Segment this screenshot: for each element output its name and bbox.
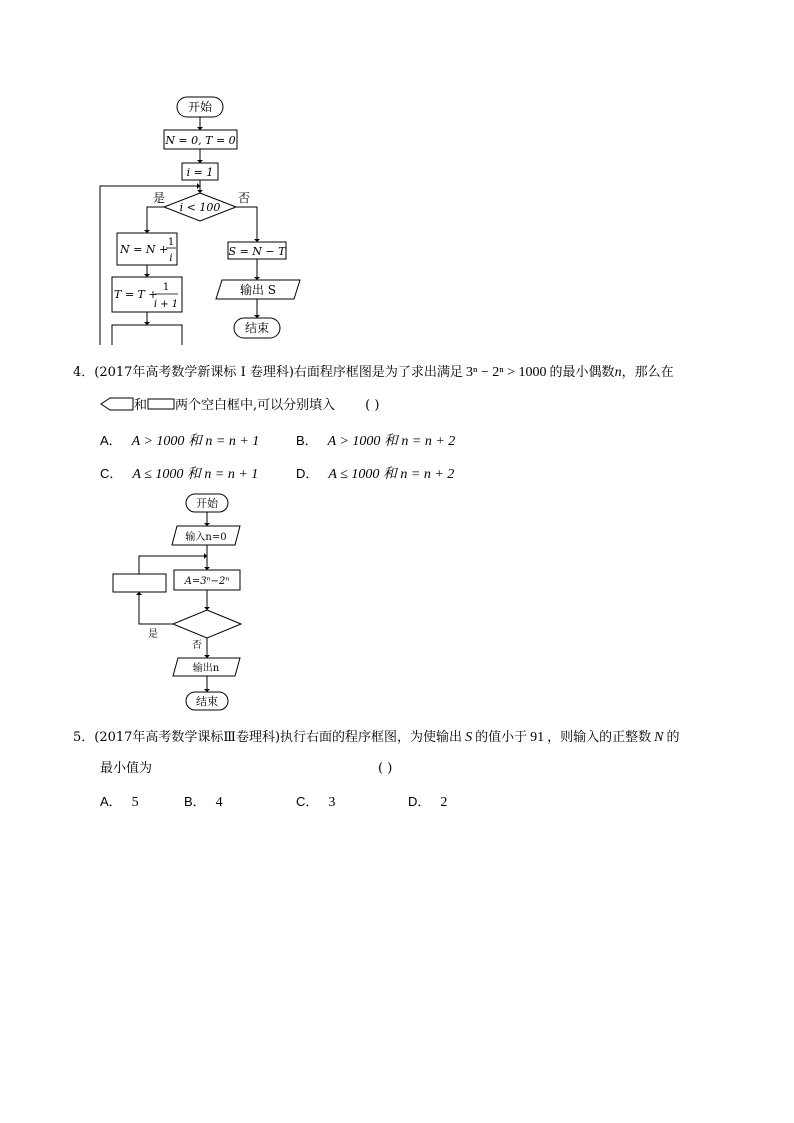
question-5-stem-d: 的 [666,730,680,745]
question-4-line2 [100,396,379,416]
flow2-no-label: 否 [192,640,202,651]
question-4-var-n: n [614,365,622,380]
question-5-number: 5． [73,730,95,745]
question-5-option-a[interactable]: A． 5 [100,794,139,810]
flow2-output-label: 输出n [192,663,220,674]
flow2-blank-box [113,574,166,592]
flow2-input-label: 输入n=0 [185,532,227,543]
question-5-option-d[interactable]: D． 2 [408,794,448,810]
question-4-number: 4． [73,365,95,380]
flow2-start-label: 开始 [196,497,218,510]
flow2-calc-label: A=3ⁿ−2ⁿ [184,576,230,587]
flow1-start-label: 开始 [187,100,213,114]
question-5-line1 [73,728,679,748]
question-5-source: (2017年高考数学课标Ⅲ卷理科) [94,730,281,745]
question-5-value: 91 [530,730,545,745]
flow1-t-frac-den: i + 1 [153,299,179,310]
flow1-no-label: 否 [238,191,251,205]
rectangle-shape-icon [147,398,175,410]
flow1-t-frac-num: 1 [162,282,170,293]
question-5-line2 [100,759,392,779]
question-4-source: (2017年高考数学新课标 I 卷理科) [94,365,294,380]
question-4-option-a[interactable]: A． A > 1000 和 n = n + 1 [100,433,260,449]
flowchart-2 [0,488,794,718]
flow1-n-frac-den: i [169,253,173,264]
question-4-option-c[interactable]: C． A ≤ 1000 和 n = n + 1 [100,466,259,482]
question-5-line2-text: 最小值为 [100,761,153,776]
question-5-paren: ( ) [378,761,393,776]
question-4-line2-b: 两个空白框中,可以分别填入 [175,398,336,413]
question-5-stem-b: 的值小于 [475,730,528,745]
flow1-n-update-label: N = N + [120,243,169,256]
question-4-condition: 3ⁿ − 2ⁿ > 1000 [465,365,547,380]
flow1-condition-label: i < 100 [179,201,221,214]
question-4-line2-a: 和 [134,398,148,413]
flowchart-1 [0,0,794,350]
flow1-end-label: 结束 [244,321,270,335]
question-5-stem-c: ，则输入的正整数 [547,730,652,745]
flow1-n-frac-num: 1 [167,237,175,248]
flow2-end-label: 结束 [196,695,218,708]
question-5-var-N: N [654,730,664,745]
question-5-option-b[interactable]: B． 4 [184,794,223,810]
question-4-stem-b: 的最小偶数 [549,365,615,380]
question-4-stem-c: ，那么在 [621,365,674,380]
question-4-line1 [73,363,674,383]
flow1-output-label: 输出 S [239,283,277,297]
flow1-i-init-label: i = 1 [186,166,214,179]
flow1-yes-label: 是 [153,191,166,205]
question-4-option-d[interactable]: D． A ≤ 1000 和 n = n + 2 [296,466,455,482]
question-5-var-s: S [465,730,473,745]
diamond-shape-icon [100,397,134,411]
flow1-init-label: N = 0, T = 0 [165,134,236,147]
question-5-stem-a: 执行右面的程序框图，为使输出 [280,730,463,745]
question-5-option-c[interactable]: C． 3 [296,794,336,810]
question-4-paren: ( ) [365,398,380,413]
flow2-yes-label: 是 [148,629,158,640]
flow1-s-calc-label: S = N − T [228,245,286,258]
flow1-t-update-label: T = T + [114,288,158,301]
question-4-option-b[interactable]: B． A > 1000 和 n = n + 2 [296,433,456,449]
flow2-condition-diamond [173,610,241,638]
question-4-stem-a: 右面程序框图是为了求出满足 [293,365,463,380]
